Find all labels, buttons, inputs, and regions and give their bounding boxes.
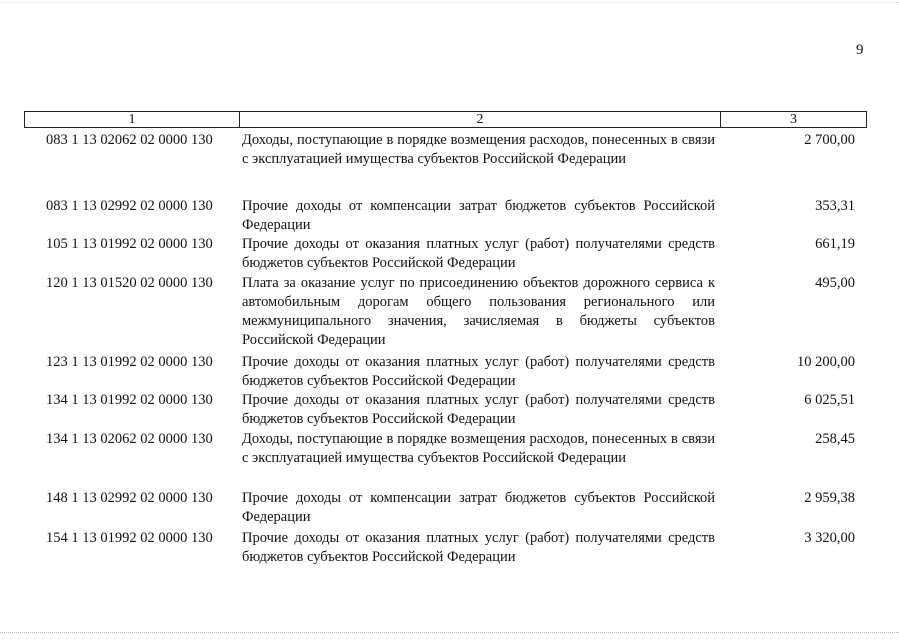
row-code: 120 1 13 01520 02 0000 130 [46,275,213,291]
scan-edge-top [0,2,899,3]
row-amount: 661,19 [815,236,855,252]
row-code: 134 1 13 02062 02 0000 130 [46,431,213,447]
header-col-3: 3 [790,112,797,127]
row-code: 123 1 13 01992 02 0000 130 [46,354,213,370]
row-amount: 10 200,00 [797,354,855,370]
row-description: Прочие доходы от оказания платных услуг (работ) получателями средств бюджетов субъектов Российской Федерации [242,236,715,271]
row-description: Прочие доходы от компенсации затрат бюджетов субъектов Российской Федерации [242,198,715,233]
row-description: Прочие доходы от оказания платных услуг (работ) получателями средств бюджетов субъектов Российской Федерации [242,530,715,565]
row-description: Плата за оказание услуг по присоединению объектов дорожного сервиса к автомобильным дорогам общего пользования регионального или межмуниципального значения, зачисляемая в бюджеты субъектов Российской Федерации [242,275,715,348]
row-code: 083 1 13 02992 02 0000 130 [46,198,213,214]
row-amount: 3 320,00 [804,530,855,546]
row-amount: 6 025,51 [804,392,855,408]
page-number: 9 [856,42,864,58]
header-col-2: 2 [240,112,721,127]
row-code: 105 1 13 01992 02 0000 130 [46,236,213,252]
row-amount: 258,45 [815,431,855,447]
row-description: Прочие доходы от компенсации затрат бюджетов субъектов Российской Федерации [242,490,715,525]
row-description: Прочие доходы от оказания платных услуг (работ) получателями средств бюджетов субъектов Российской Федерации [242,354,715,389]
row-description: Доходы, поступающие в порядке возмещения расходов, понесенных в связи с эксплуатацией имущества субъектов Российской Федерации [242,132,715,167]
row-amount: 495,00 [815,275,855,291]
scan-edge-bottom [0,632,899,633]
row-code: 148 1 13 02992 02 0000 130 [46,490,213,506]
row-amount: 2 700,00 [804,132,855,148]
row-code: 134 1 13 01992 02 0000 130 [46,392,213,408]
row-description: Доходы, поступающие в порядке возмещения расходов, понесенных в связи с эксплуатацией имущества субъектов Российской Федерации [242,431,715,466]
row-description: Прочие доходы от оказания платных услуг (работ) получателями средств бюджетов субъектов Российской Федерации [242,392,715,427]
row-code: 154 1 13 01992 02 0000 130 [46,530,213,546]
header-col-1: 1 [25,112,240,127]
row-amount: 353,31 [815,198,855,214]
row-code: 083 1 13 02062 02 0000 130 [46,132,213,148]
row-amount: 2 959,38 [804,490,855,506]
table-header [24,111,867,128]
